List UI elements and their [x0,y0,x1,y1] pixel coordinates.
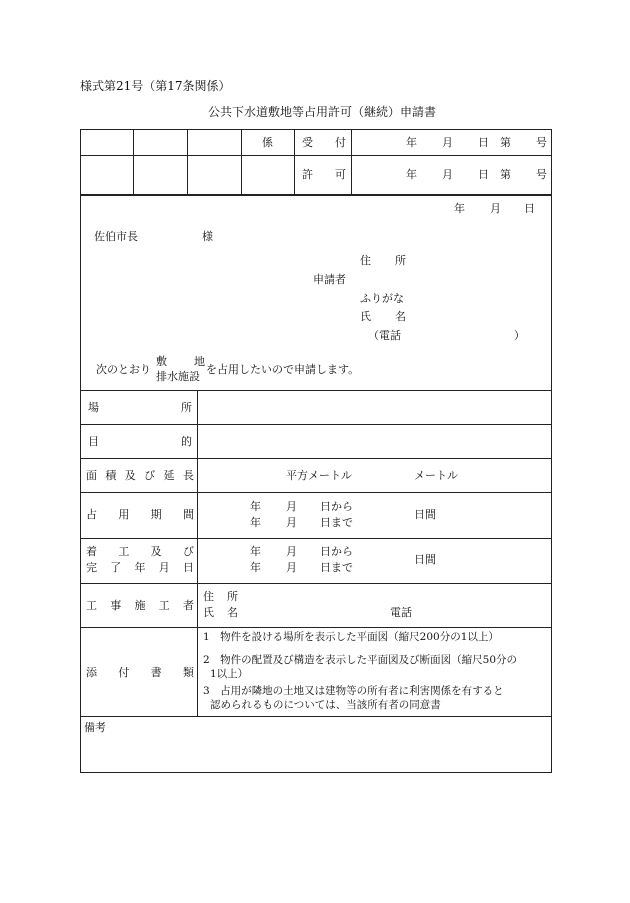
uketsuke-day: 日 [478,136,489,149]
senyo-label: 占 用 期 間 [86,508,194,521]
option-shikichi-2: 地 [194,355,205,368]
bikou-label: 備考 [84,721,106,734]
chakko-label-line2: 完 了 年 月 日 [86,561,194,574]
unit-length: メートル [414,469,458,482]
address-label-2: 所 [395,254,406,267]
apply-year: 年 [454,202,465,215]
phone-close: ） [514,329,525,342]
uketsuke-dai: 第 [500,136,511,149]
option-haisui: 排水施設 [156,370,200,383]
kyoka-year: 年 [406,168,417,181]
honorific: 様 [202,230,213,243]
senyo-from-month: 月 [286,500,297,513]
row-line [80,492,552,493]
label-column-line [197,390,198,716]
kouji-name-1: 氏 [203,606,214,619]
apply-day: 日 [524,202,535,215]
attachment-2-line1: 2 物件の配置及び構造を表示した平面図及び断面図（縮尺50分の [203,654,518,666]
uketsuke-label-2: 付 [335,136,346,149]
header-col-line [294,129,295,195]
chakko-days: 日間 [414,553,436,566]
tenpu-label: 添 付 書 類 [86,666,194,679]
row-line [80,627,552,628]
apply-month: 月 [490,202,501,215]
row-line [80,583,552,584]
senyo-to-day: 日まで [320,516,353,529]
kyoka-label-2: 可 [335,168,346,181]
attachment-3-line1: 3 占用が隣地の土地又は建物等の所有者に利害関係を有すると [203,685,504,697]
kouji-address-1: 住 [203,590,214,603]
applicant-label: 申請者 [313,273,346,286]
sentence-start: 次のとおり [96,363,151,376]
chakko-from-month: 月 [286,545,297,558]
senyo-to-month: 月 [286,516,297,529]
kouji-address-2: 所 [227,590,238,603]
senyo-from-day: 日から [320,500,353,513]
chakko-label-line1: 着 工 及 び [86,545,194,558]
uketsuke-label-1: 受 [302,136,313,149]
senyo-to-year: 年 [250,516,261,529]
row-line [80,424,552,425]
uketsuke-month: 月 [442,136,453,149]
row-line [80,390,552,391]
form-number: 様式第21号（第17条関係） [80,79,231,93]
mokuteki-label: 目 的 [88,435,192,448]
addressee: 佐伯市長 [94,230,138,243]
row-line [80,538,552,539]
option-shikichi-1: 敷 [156,355,167,368]
row-line [80,458,552,459]
address-label-1: 住 [360,254,371,267]
attachment-1: 1 物件を設ける場所を表示した平面図（縮尺200分の1以上） [203,631,499,643]
header-divider [80,155,552,156]
kyoka-label-1: 許 [302,168,313,181]
sentence-end: を占用したいので申請します。 [206,363,360,376]
senyo-from-year: 年 [250,500,261,513]
chakko-from-year: 年 [250,545,261,558]
senyo-days: 日間 [414,508,436,521]
chakko-from-day: 日から [320,545,353,558]
header-col-line [187,129,188,195]
kouji-label: 工 事 施 工 者 [86,599,194,612]
unit-area: 平方メートル [286,469,352,482]
kouji-phone: 電話 [390,606,412,619]
header-col-line [351,129,352,195]
kyoka-month: 月 [442,168,453,181]
chakko-to-day: 日まで [320,561,353,574]
kyoka-dai: 第 [500,168,511,181]
row-line [80,716,552,717]
attachment-3-line2: 認められるものについては、当該所有者の同意書 [210,699,441,711]
menseki-label: 面 積 及 び 延 長 [86,469,194,482]
kakari-label: 係 [262,136,273,149]
basho-label: 場 所 [88,401,192,414]
header-col-line [133,129,134,195]
header-col-line [241,129,242,195]
name-label-1: 氏 [360,310,371,323]
kouji-name-2: 名 [227,606,238,619]
chakko-to-year: 年 [250,561,261,574]
name-label-2: 名 [395,310,406,323]
kyoka-gou: 号 [536,168,547,181]
uketsuke-gou: 号 [536,136,547,149]
kyoka-day: 日 [478,168,489,181]
uketsuke-year: 年 [406,136,417,149]
phone-open: （電話 [368,329,401,342]
chakko-to-month: 月 [286,561,297,574]
furigana-label: ふりがな [360,292,404,305]
attachment-2-line2: 1以上） [210,668,249,680]
form-title: 公共下水道敷地等占用許可（継続）申請書 [208,105,437,119]
